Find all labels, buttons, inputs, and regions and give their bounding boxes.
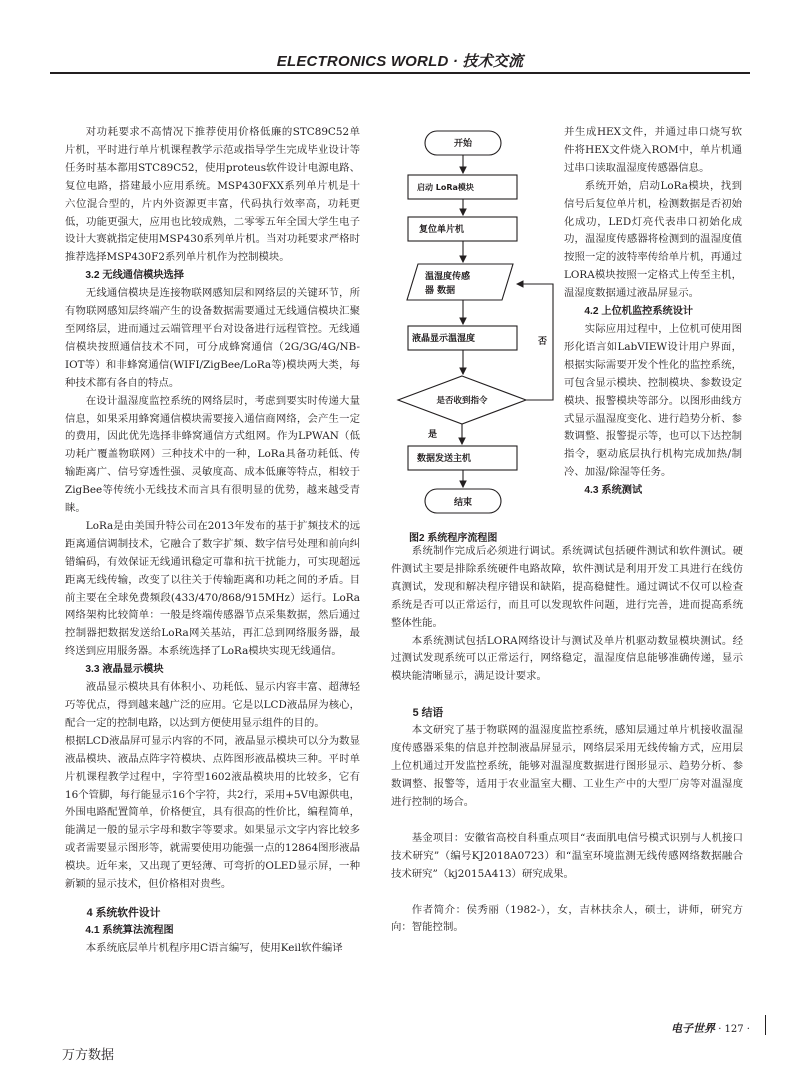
reset-label: 复位单片机 [419, 225, 465, 235]
section-heading-3-3: 3.3 液晶显示模块 [85, 664, 164, 676]
paragraph: 液晶显示模块具有体积小、功耗低、显示内容丰富、超薄轻巧等优点，得到越来越广泛的应用。它是以LCD液晶屏为核心，配合一定的控制电路，以达到方便使用显示组件的目的。 [65, 681, 360, 729]
running-header [50, 48, 750, 72]
no-loop-arrow [517, 284, 553, 400]
end-label: 结束 [453, 498, 473, 508]
lower-right-block [391, 543, 743, 937]
lcd-label: 液晶显示温湿度 [412, 334, 476, 344]
decision-label: 是否收到指令 [436, 396, 488, 406]
flowchart-figure [395, 117, 563, 544]
paragraph: 系统开始，启动LoRa模块，找到信号后复位单片机，检测数据是否初始化成功，LED灯亮代表串口初始化成功，温湿度传感器将检测到的温湿度值按照一定的波特率传给单片机，再通过LORA模块按照一定格式上传至主机，温湿度数据通过液晶屏显示。 [564, 179, 742, 300]
section-heading-4: 4 系统软件设计 [86, 906, 161, 919]
send-label: 数据发送主机 [417, 454, 472, 464]
author-note: 作者简介：侯秀丽（1982-），女，吉林扶余人，硕士，讲师，研究方向：智能控制。 [391, 903, 743, 934]
funding-note: 基金项目：安徽省高校自科重点项目“表面肌电信号模式识别与人机接口技术研究”（编号KJ2018A0723）和“温室环境监测无线传感网络数据融合技术研究”（kj2015A413）研究成果。 [391, 831, 743, 880]
page-number: · 127 · [718, 1024, 750, 1035]
journal-title: ELECTRONICS WORLD · 技术交流 [276, 53, 524, 70]
sensor-label-1: 温湿度传感 [425, 272, 471, 282]
paragraph: 根据LCD液晶屏可显示内容的不同，液晶显示模块可以分为数显液晶模块、液晶点阵字符模块、点阵图形液晶模块三种。平时单片机课程教学过程中，字符型1602液晶模块用的比较多，它有16个管脚，每行能显示16个字符，共2行，采用+5V电源供电，外围电路配置简单，价格便宜，具有很高的性价比，编程简单，能满足一般的显示字母和数字等要求。如果显示文字内容比较多或者需要显示图形等，就需要使用功能强一点的12864图形液晶模块。近年来，又出现了更轻薄、可弯折的OLED显示屏，一种新颖的显示技术，但价格相对贵些。 [65, 734, 360, 891]
page-footer [671, 1020, 750, 1036]
section-heading-4-1: 4.1 系统算法流程图 [85, 924, 174, 936]
paragraph: 本系统底层单片机程序用C语言编写，使用Keil软件编译 [85, 941, 343, 954]
paragraph: 无线通信模块是连接物联网感知层和网络层的关键环节，所有物联网感知层终端产生的设备数据需要通过无线通信模块汇聚至网络层，进而通过云端管理平台对设备进行远程管控。无线通信模块按照通信技术不同，可分成蜂窝通信（2G/3G/4G/NB-IOT等）和非蜂窝通信(WIFI/ZigBee/LoRa等)模块两大类，每种技术都有各自的特点。 [65, 287, 360, 389]
figure-caption: 图2 系统程序流程图 [409, 533, 498, 544]
paragraph: 在设计温湿度监控系统的网络层时，考虑到要实时传递大量信息，如果采用蜂窝通信模块需要接入通信商网络，会产生一定的费用，因此优先选择非蜂窝通信方式组网。作为LPWAN（低功耗广覆盖物联网）三种技术中的一种，LoRa具备功耗低、传输距离广、信号穿透性强、灵敏度高、成本低廉等特点，相较于ZigBee等传统小无线技术而言具有很明显的优势，越来越受青睐。 [65, 394, 360, 515]
start-label: 开始 [453, 139, 473, 149]
paragraph: 对功耗要求不高情况下推荐使用价格低廉的STC89C52单片机，平时进行单片机课程教学示范或指导学生完成毕业设计等任务时基本都用STC89C52，使用proteus软件设计电源电路、复位电路，搭建最小应用系统。MSP430FXX系列单片机是十六位混合型的，片内外资源更丰富，代码执行效率高，功耗更低，功能更强大，应用也比较成熟，二零零五年全国大学生电子设计大赛就指定使用MSP430系列单片机。当对功耗要求严格时推荐选择MSP430F2系列单片机作为控制模块。 [65, 126, 360, 264]
yes-label: 是 [428, 430, 438, 440]
flowchart-svg [395, 117, 563, 528]
right-column [564, 124, 742, 500]
paragraph: 本文研究了基于物联网的温湿度监控系统，感知层通过单片机接收温湿度传感器采集的信息并控制液晶屏显示，网络层采用无线传输方式，应用层上位机通过开发监控系统，能够对温湿度数据进行图形显示、趋势分析、参数调整、报警等，适用于农业温室大棚、工业生产中的大型厂房等对温湿度进行控制的场合。 [391, 724, 743, 808]
section-heading-5: 5 结语 [412, 707, 444, 720]
no-label: 否 [538, 337, 548, 347]
paragraph: 本系统测试包括LORA网络设计与测试及单片机驱动数显模块测试。经过测试发现系统可以正常运行，网络稳定，温湿度信息能够准确传递，显示模块能清晰显示，满足设计要求。 [391, 634, 743, 683]
left-column [65, 124, 360, 958]
paragraph: 实际应用过程中，上位机可使用图形化语言如LabVIEW设计用户界面，根据实际需要开发个性化的监控系统，可包含显示模块、控制模块、参数设定模块、报警模块等部分。以图形曲线方式显示温湿度变化、进行趋势分析、参数调整、报警提示等，也可以下达控制指令，驱动底层执行机构完成加热/制冷、加湿/除湿等任务。 [564, 322, 742, 479]
header-rule [50, 72, 750, 74]
paragraph: 系统制作完成后必须进行调试。系统调试包括硬件测试和软件测试。硬件测试主要是排除系统硬件电路故障，软件测试是利用开发工具进行在线仿真测试，发现和解决程序错误和缺陷，提高稳健性。通过调试不仅可以检查系统是否可以正常运行，而且可以发现软件问题，进行完善，进而提高系统整体性能。 [391, 545, 743, 629]
section-heading-4-2: 4.2 上位机监控系统设计 [584, 306, 694, 318]
paragraph: 并生成HEX文件，并通过串口烧写软件将HEX文件烧入ROM中，单片机通过串口读取温湿度传感器信息。 [564, 126, 742, 174]
lora-label: 启动 LoRa模块 [417, 183, 474, 192]
sensor-label-2: 器 数据 [425, 286, 456, 296]
journal-name-cn: 电子世界 [671, 1023, 715, 1035]
paragraph: LoRa是由美国升特公司在2013年发布的基于扩频技术的远距离通信调制技术，它融合了数字扩频、数字信号处理和前向纠错编码，有效保证无线通讯稳定可靠和抗干扰能力，可实现超远距离无线传输，改变了以往关于传输距离和功耗之间的矛盾。目前主要在全球免费频段(433/470/868/915MHz）运行。LoRa网络架构比较简单：一般是终端传感器节点采集数据，然后通过控制器把数据发送给LoRa网关基站，再汇总到网络服务器，最终送到应用服务器。本系统选择了LoRa模块实现无线通信。 [65, 519, 360, 658]
footer-divider [765, 1015, 766, 1035]
section-heading-3-2: 3.2 无线通信模块选择 [85, 270, 184, 282]
watermark: 万方数据 [62, 1047, 115, 1062]
sensor-node [407, 264, 513, 300]
section-heading-4-3: 4.3 系统测试 [584, 485, 643, 497]
